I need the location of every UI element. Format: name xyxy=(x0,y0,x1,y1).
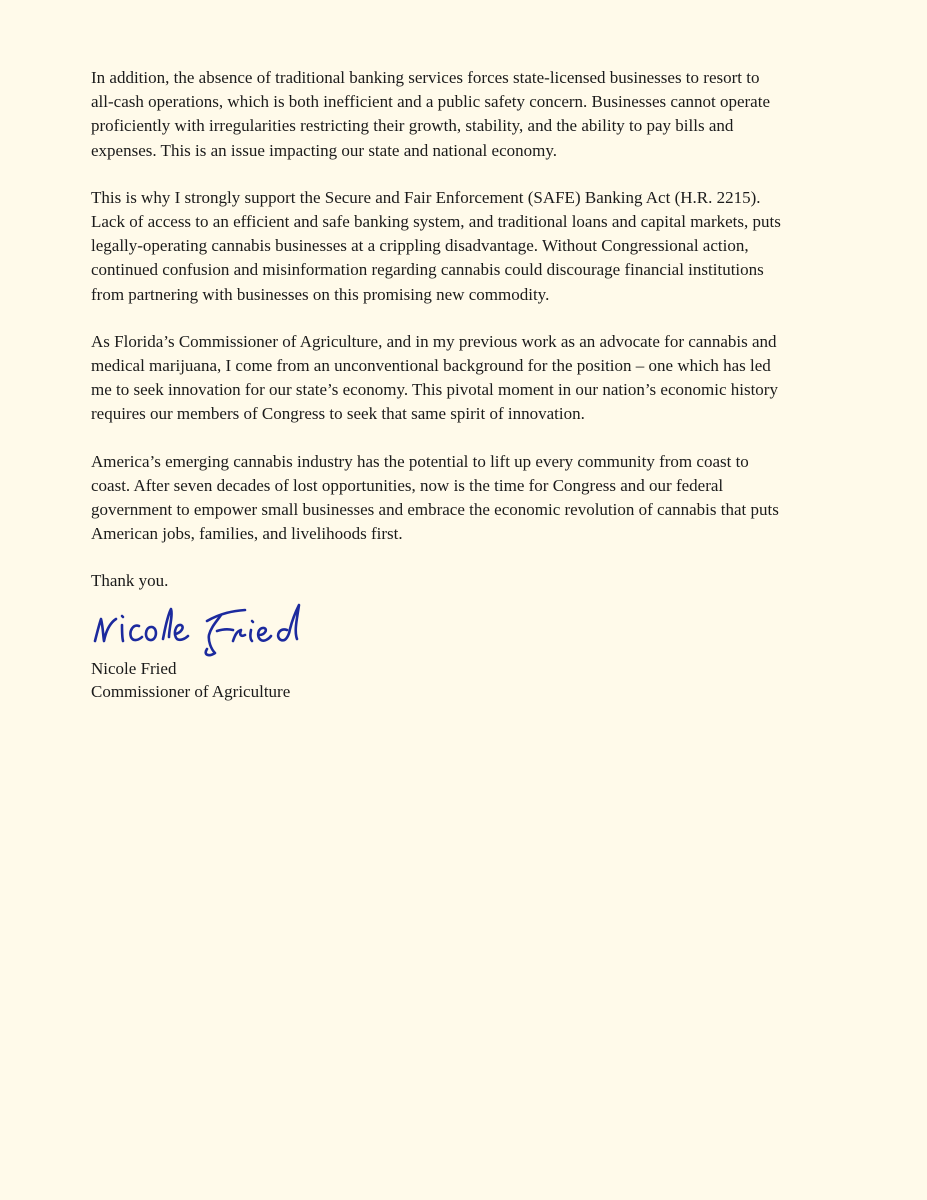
letter-body xyxy=(91,66,836,713)
paragraph-banking: In addition, the absence of traditional banking services forces state-licensed businesses to resort to all-cash operations, which is both inefficient and a public safety concern. Businesses cannot operate proficiently with irregularities restricting their growth, stability, and the ability to pay bills and expenses. This is an issue impacting our state and national economy. xyxy=(91,68,770,160)
paragraph-safe-act: This is why I strongly support the Secure and Fair Enforcement (SAFE) Banking Act (H.R. 2215). Lack of access to an efficient and safe banking system, and traditional loans and capital markets, puts legally-operating cannabis businesses at a crippling disadvantage. Without Congressional action, continued confusion and misinformation regarding cannabis could discourage financial institutions from partnering with businesses on this promising new commodity. xyxy=(91,187,781,304)
closing-line: Thank you. xyxy=(91,571,169,591)
signer-title: Commissioner of Agriculture xyxy=(91,682,291,702)
paragraph-commissioner: As Florida’s Commissioner of Agriculture, and in my previous work as an advocate for cannabis and medical marijuana, I come from an unconventional background for the position – one which has led me to seek innovation for our state’s economy. This pivotal moment in our nation’s economic history requires our members of Congress to seek that same spirit of innovation. xyxy=(91,331,778,424)
paragraph-industry: America’s emerging cannabis industry has the potential to lift up every community from coast to coast. After seven decades of lost opportunities, now is the time for Congress and our federal government to empower small businesses and embrace the economic revolution of cannabis that puts American jobs, families, and livelihoods first. xyxy=(91,451,779,544)
signer-name: Nicole Fried xyxy=(91,659,177,679)
